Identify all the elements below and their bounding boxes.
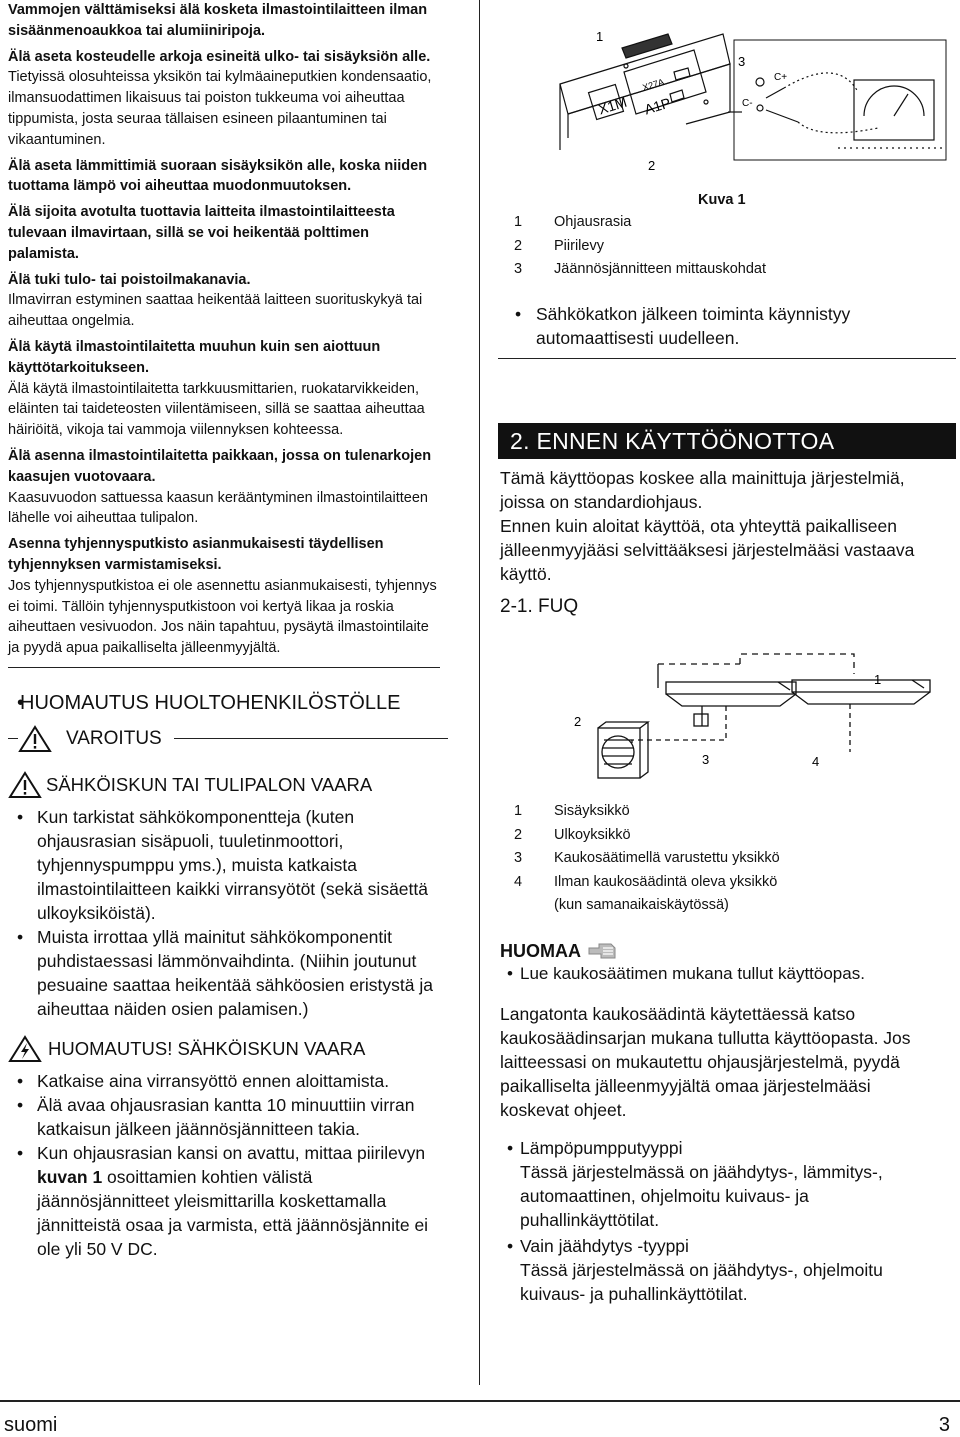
warning-label: VAROITUS [66, 727, 162, 749]
note-heading [500, 940, 621, 962]
shock-item: • Muista irrottaa yllä mainitut sähkökomponentit puhdistaessasi lämmönvaihdinta. (Niihin joutunut pesuaine saattaa heikentää sähköosien eristystä ja aiheuttaa näiden osien palamisen.) [8, 925, 448, 1021]
legend-number: 1 [514, 803, 523, 819]
intro-paragraph-2: Ennen kuin aloitat käyttöä, ota yhteyttä paikalliseen jälleenmyyjääsi selvittääksesi järjestelmääsi vastaava käyttö. [500, 516, 915, 584]
note-item: • Lue kaukosäätimen mukana tullut käyttöopas. [498, 962, 960, 986]
notice-title: • HUOMAUTUS HUOLTOHENKILÖSTÖLLE [20, 691, 401, 714]
legend-row [514, 824, 944, 848]
safety-paragraph: Älä sijoita avotulta tuottavia laitteita ilmastointilaitteesta tulevaan ilmavirtaan, sillä se voi heikentää polttimen palamista. [8, 204, 395, 262]
fig1-callout-2: 2 [648, 158, 656, 173]
fig1-label-x1m: X1M [596, 93, 629, 118]
system-type-description: Tässä järjestelmässä on jäähdytys-, lämmitys-, automaattinen, ohjelmoitu kuivaus- ja puhallinkäyttötilat. [520, 1162, 883, 1230]
warning-triangle-icon [8, 771, 42, 799]
fig1-label-cminus: C- [742, 98, 753, 109]
wireless-paragraph: Langatonta kaukosäädintä käytettäessä katso kaukosäädinsarjan mukana tullutta käyttöopasta. Jos laitteessasi on mukautettu ohjausjärjestelmä, pyydä paikalliselta jälleenmyyjältä omaa järjestelmääsi koskevat ohjeet. [500, 1004, 911, 1120]
intro-paragraph-1: Tämä käyttöopas koskee alla mainittuja järjestelmiä, joissa on standardiohjaus. [500, 468, 905, 512]
caution-title: HUOMAUTUS! SÄHKÖISKUN VAARA [48, 1037, 366, 1059]
warning-triangle-icon [18, 725, 52, 753]
fig1-callout-1: 1 [596, 29, 604, 44]
safety-paragraph: Jos tyhjennysputkistoa ei ole asennettu asianmukaisesti, tyhjennys ei toimi. Tällöin tyhjennysputkistoon voi kertyä likaa ja roskia aiheuttaen vesivuodon. Jos näin tapahtuu, pysäytä ilmastointilaite ja pyydä apua paikalliselta jälleenmyyjältä. [8, 577, 437, 657]
system-type-item [498, 1234, 948, 1306]
legend-text: Ohjausrasia [554, 214, 632, 230]
note-title: HUOMAA [500, 940, 581, 961]
legend-text: (kun samanaikaiskäytössä) [554, 897, 729, 913]
restart-note: • Sähkökatkon jälkeen toiminta käynnistyy automaattisesti uudelleen. [506, 302, 956, 350]
safety-paragraph: Älä käytä ilmastointilaitetta tarkkuusmittarien, ruokatarvikkeiden, eläinten tai taideteosten viilentämiseen, sillä se saattaa aiheuttaa häiriöitä, vikoja tai vammoja viilennyksen kohteessa. [8, 380, 425, 439]
section-title-banner [498, 423, 956, 459]
legend-row [514, 894, 944, 918]
legend-number: 3 [514, 850, 523, 866]
page-number: 3 [938, 1414, 950, 1436]
fig2-callout-4: 4 [812, 754, 820, 769]
legend-row [514, 847, 944, 871]
shock-title: SÄHKÖISKUN TAI TULIPALON VAARA [46, 773, 373, 795]
note-hand-icon [587, 940, 621, 962]
caution-item-measure: • Kun ohjausrasian kansi on avattu, mittaa piirilevyn kuvan 1 osoittamien kohtien välistä jäännösjännitteet yleismittarilla koskettamalla jännitteistä osaa ja varmista, että jäännösjännite ei ole yli 50 V DC. [8, 1141, 448, 1261]
safety-paragraph: Ilmavirran estyminen saattaa heikentää laitteen suorituskykyä tai aiheuttaa ongelmia. [8, 292, 423, 330]
caution-heading [8, 1035, 448, 1063]
legend-text: Ulkoyksikkö [554, 826, 631, 843]
fig2-legend [514, 800, 944, 918]
legend-number: 1 [514, 214, 523, 230]
fig2-callout-3: 3 [702, 752, 710, 767]
electric-hazard-icon [8, 1035, 42, 1063]
column-divider [479, 0, 480, 1385]
safety-paragraph: Älä asenna ilmastointilaitetta paikkaan, jossa on tulenarkojen kaasujen vuotovaara. [8, 447, 432, 485]
legend-number: 4 [514, 873, 523, 890]
safety-paragraph: Älä aseta lämmittimiä suoraan sisäyksikön alle, koska niiden tuottama lämpö voi aiheuttaa muodonmuutoksen. [8, 157, 428, 195]
safety-paragraph: Asenna tyhjennysputkisto asianmukaisesti täydellisen tyhjennyksen varmistamiseksi. [8, 536, 384, 573]
caution-item: • Älä avaa ohjausrasian kantta 10 minuuttiin virran katkaisun jälkeen jäännösjännitteen takia. [8, 1093, 448, 1141]
legend-number: 2 [514, 826, 523, 843]
fig2-callout-2: 2 [574, 714, 582, 729]
legend-text: Ilman kaukosäädintä oleva yksikkö [554, 873, 778, 890]
legend-row [514, 871, 944, 895]
legend-text: Sisäyksikkö [554, 803, 630, 819]
legend-row [514, 258, 944, 282]
legend-row [514, 800, 944, 824]
safety-paragraph: Tietyissä olosuhteissa yksikön tai kylmäaineputkien kondensaatio, ilmansuodattimen likaisuus tai poiston tukkeuma voi aiheuttaa tippumista, josta seuraa tällaisen esineen pilaantuminen tai vikaantuminen. [8, 69, 432, 148]
subsection-title: 2-1. FUQ [500, 596, 579, 617]
system-type-item [498, 1136, 948, 1232]
legend-number: 3 [514, 261, 523, 277]
safety-paragraph: Vammojen välttämiseksi älä kosketa ilmastointilaitteen ilman sisäänmenoaukkoa tai alumiiniripoja. [8, 2, 428, 39]
shock-heading [8, 771, 448, 799]
safety-paragraph: Älä käytä ilmastointilaitetta muuhun kuin sen aiottuun käyttötarkoitukseen. [8, 338, 381, 376]
caution-list [8, 1069, 448, 1141]
warning-row [8, 725, 448, 753]
legend-text: Jäännösjännitteen mittauskohdat [554, 261, 767, 277]
fig1-caption: Kuva 1 [698, 192, 746, 208]
caution-item: • Katkaise aina virransyöttö ennen aloittamista. [8, 1069, 448, 1093]
legend-text: Kaukosäätimellä varustettu yksikkö [554, 850, 780, 866]
fig1-callout-3: 3 [738, 54, 746, 69]
system-types-list [498, 1136, 948, 1306]
legend-row [514, 211, 944, 235]
legend-text: Piirilevy [554, 237, 604, 254]
footer-language: suomi [4, 1414, 58, 1436]
left-column [8, 0, 448, 1261]
section-title: 2. ENNEN KÄYTTÖÖNOTTOA [510, 428, 835, 454]
fig2-callout-1: 1 [874, 672, 882, 687]
fuq-system-diagram [498, 640, 956, 800]
safety-paragraph: Älä tuki tulo- tai poistoilmakanavia. [8, 271, 251, 288]
system-type-title: • Vain jäähdytys -tyyppi [520, 1236, 689, 1256]
notice-heading [8, 692, 448, 715]
safety-paragraph: Älä aseta kosteudelle arkoja esineitä ulko- tai sisäyksiön alle. [8, 48, 431, 65]
section-rule [498, 358, 956, 359]
system-type-description: Tässä järjestelmässä on jäähdytys-, ohjelmoitu kuivaus- ja puhallinkäyttötilat. [520, 1260, 883, 1304]
legend-number [514, 894, 554, 918]
legend-row [514, 235, 944, 259]
system-type-title: • Lämpöpumpputyyppi [520, 1138, 683, 1158]
shock-item: • Kun tarkistat sähkökomponentteja (kuten ohjausrasian sisäpuoli, tuuletinmoottori, tyhjennyspumppu yms.), muista katkaista ilmastointilaitteen kaikki virransyötöt (sekä sisäettä ulkoyksiköistä). [8, 805, 448, 925]
legend-number: 2 [514, 237, 523, 254]
fig1-label-a1p: A1P [642, 94, 673, 118]
safety-text-blocks [8, 0, 440, 659]
safety-paragraph: Kaasuvuodon sattuessa kaasun kerääntyminen ilmastointilaitteen lähelle voi aiheuttaa tulipalon. [8, 489, 428, 527]
fig1-label-cplus: C+ [774, 72, 788, 83]
fig1-legend [514, 211, 944, 282]
fig1-label-x27a: X27A [641, 76, 666, 93]
shock-list [8, 805, 448, 1021]
control-box-diagram [498, 20, 956, 200]
